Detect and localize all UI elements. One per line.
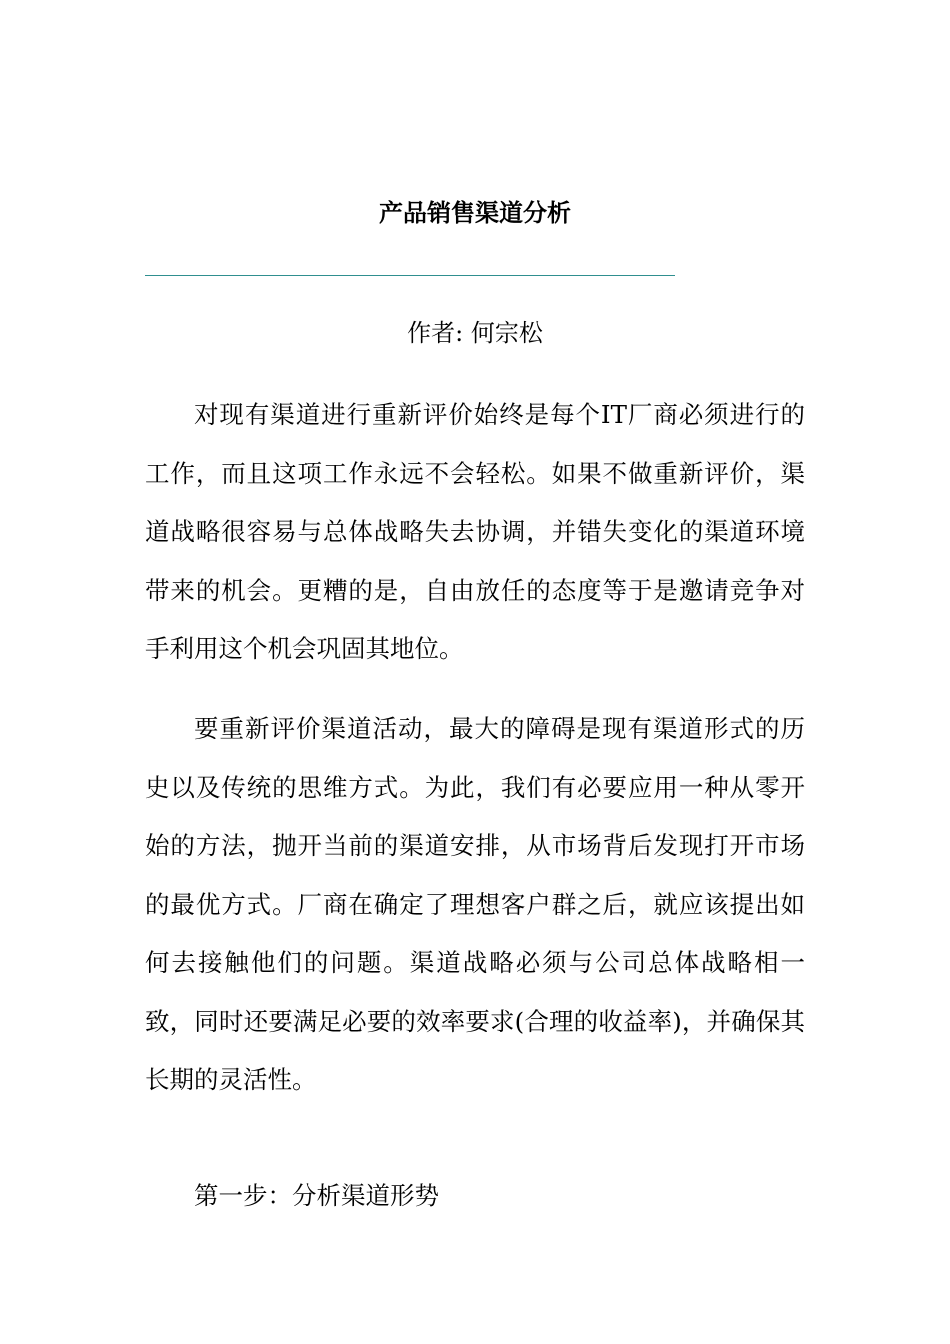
section-heading-step-one: 第一步：分析渠道形势 bbox=[194, 1181, 439, 1210]
author-line: 作者: 何宗松 bbox=[407, 319, 543, 347]
paragraph-reevaluation: 要重新评价渠道活动，最大的障碍是现有渠道形式的历史以及传统的思维方式。为此，我们有必要应用一种从零开始的方法，抛开当前的渠道安排，从市场背后发现打开市场的最优方式。厂商在确定了理想客户群之后，就应该提出如何去接触他们的问题。渠道战略必须与公司总体战略相一致，同时还要满足必要的效率要求(合理的收益率)，并确保其长期的灵活性。 bbox=[145, 714, 805, 1094]
document-title: 产品销售渠道分析 bbox=[379, 198, 571, 227]
title-divider bbox=[145, 275, 675, 276]
paragraph-intro: 对现有渠道进行重新评价始终是每个IT厂商必须进行的工作，而且这项工作永远不会轻松。如果不做重新评价，渠道战略很容易与总体战略失去协调，并错失变化的渠道环境带来的机会。更糟的是，自由放任的态度等于是邀请竞争对手利用这个机会巩固其地位。 bbox=[145, 400, 805, 663]
